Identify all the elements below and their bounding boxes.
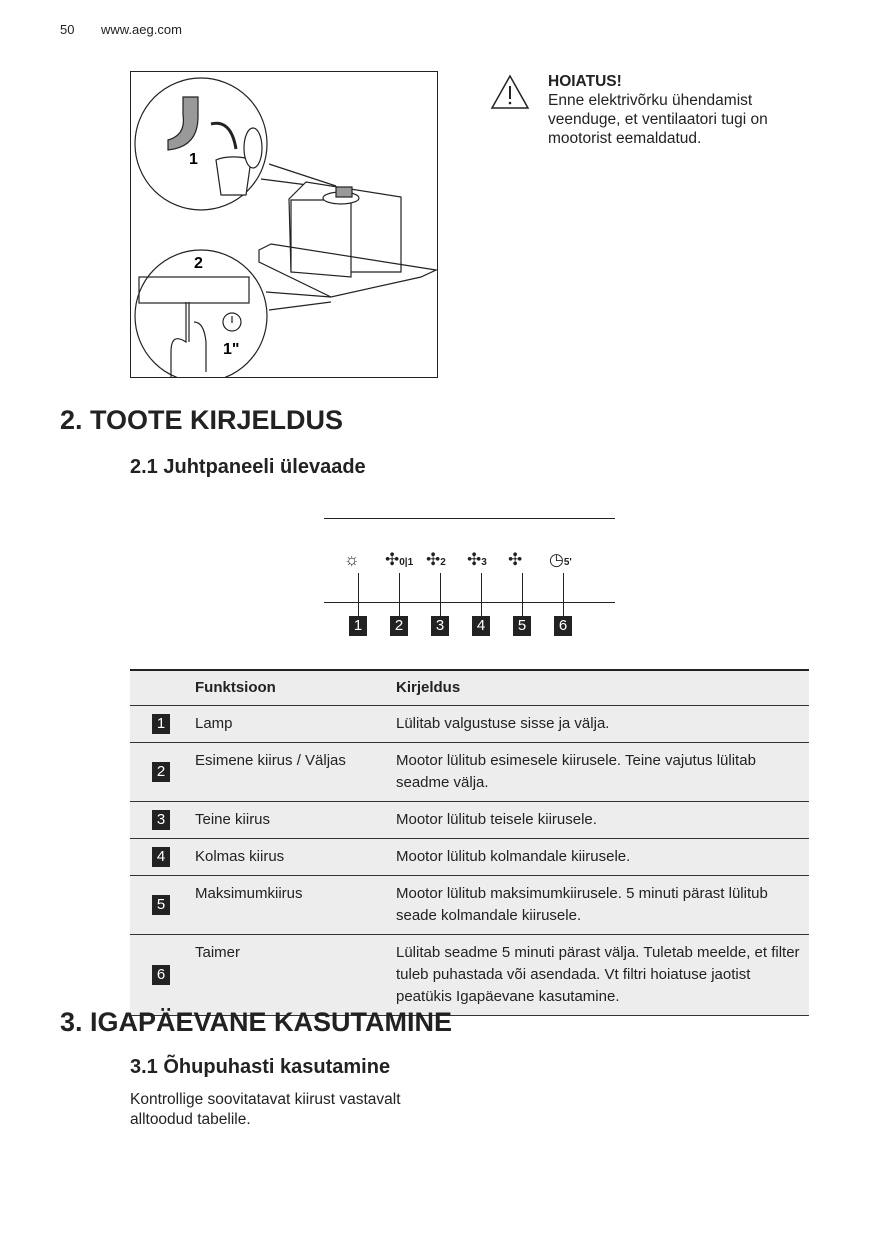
button-number: 5 <box>513 616 531 636</box>
panel-button-2[interactable] <box>385 550 425 570</box>
table-row <box>130 802 809 839</box>
function-table <box>130 669 809 1016</box>
section-2-1-title: 2.1 Juhtpaneeli ülevaade <box>130 456 366 478</box>
row-number: 3 <box>152 810 170 830</box>
description-cell: Lülitab valgustuse sisse ja välja. <box>396 706 809 743</box>
button-number: 2 <box>390 616 408 636</box>
table-row <box>130 839 809 876</box>
page-number: 50 <box>60 22 75 37</box>
row-number: 4 <box>152 847 170 867</box>
fan-max-icon: ✣ <box>508 550 523 569</box>
body-text: Kontrollige soovitatavat kiirust vastavalt alltoodud tabelile. <box>130 1091 401 1128</box>
section-3-title: 3. IGAPÄEVANE KASUTAMINE <box>60 1007 453 1037</box>
table-row <box>130 935 809 1016</box>
website: www.aeg.com <box>101 22 182 37</box>
button-number: 6 <box>554 616 572 636</box>
function-cell: Lamp <box>195 706 396 743</box>
fan-icon: ✣ <box>426 550 441 569</box>
description-cell: Mootor lülitub maksimumkiirusele. 5 minuti pärast lülitub seade kolmandale kiirusele. <box>396 876 809 935</box>
description-cell: Mootor lülitub kolmandale kiirusele. <box>396 839 809 876</box>
row-number: 5 <box>152 895 170 915</box>
function-cell: Teine kiirus <box>195 802 396 839</box>
column-header-function: Funktsioon <box>195 670 396 706</box>
panel-button-4[interactable] <box>467 550 507 570</box>
row-number: 1 <box>152 714 170 734</box>
description-cell: Mootor lülitub esimesele kiirusele. Teine vajutus lülitab seadme välja. <box>396 743 809 802</box>
button-sub-label: 2 <box>440 557 446 568</box>
table-row <box>130 706 809 743</box>
fan-icon: ✣ <box>385 550 400 569</box>
button-number: 3 <box>431 616 449 636</box>
column-header-description: Kirjeldus <box>396 670 809 706</box>
warning-box <box>548 72 808 148</box>
panel-button-1[interactable] <box>344 550 384 570</box>
panel-button-5[interactable] <box>508 550 548 570</box>
control-panel-diagram <box>324 518 615 643</box>
step1-label: 1 <box>189 151 198 168</box>
description-cell: Lülitab seadme 5 minuti pärast välja. Tuletab meelde, et filter tuleb puhastada või asendada. Vt filtri hoiatuse jaotist peatükis Igapäevane kasutamine. <box>396 935 809 1016</box>
section-3-1-title: 3.1 Õhupuhasti kasutamine <box>130 1056 391 1078</box>
table-row <box>130 876 809 935</box>
function-cell: Taimer <box>195 935 396 1016</box>
fan-icon: ✣ <box>467 550 482 569</box>
duration-label: 1" <box>223 341 240 358</box>
lamp-icon: ☼ <box>344 550 360 569</box>
panel-button-6[interactable] <box>549 550 589 570</box>
row-number: 2 <box>152 762 170 782</box>
description-cell: Mootor lülitub teisele kiirusele. <box>396 802 809 839</box>
function-cell: Esimene kiirus / Väljas <box>195 743 396 802</box>
installation-illustration <box>130 71 438 378</box>
button-number: 4 <box>472 616 490 636</box>
panel-button-3[interactable] <box>426 550 466 570</box>
button-sub-label: 0|1 <box>399 557 414 568</box>
table-row <box>130 743 809 802</box>
function-cell: Maksimumkiirus <box>195 876 396 935</box>
button-sub-label: 5' <box>563 557 572 568</box>
timer-icon: ◷ <box>549 550 564 569</box>
section-2-title: 2. TOOTE KIRJELDUS <box>60 405 344 435</box>
warning-icon <box>490 74 530 115</box>
warning-title: HOIATUS! <box>548 73 622 90</box>
step2-label: 2 <box>194 255 203 272</box>
warning-text: Enne elektrivõrku ühendamist veenduge, et ventilaatori tugi on mootorist eemaldatud. <box>548 92 768 147</box>
button-sub-label: 3 <box>481 557 487 568</box>
row-number: 6 <box>152 965 170 985</box>
button-number: 1 <box>349 616 367 636</box>
function-cell: Kolmas kiirus <box>195 839 396 876</box>
